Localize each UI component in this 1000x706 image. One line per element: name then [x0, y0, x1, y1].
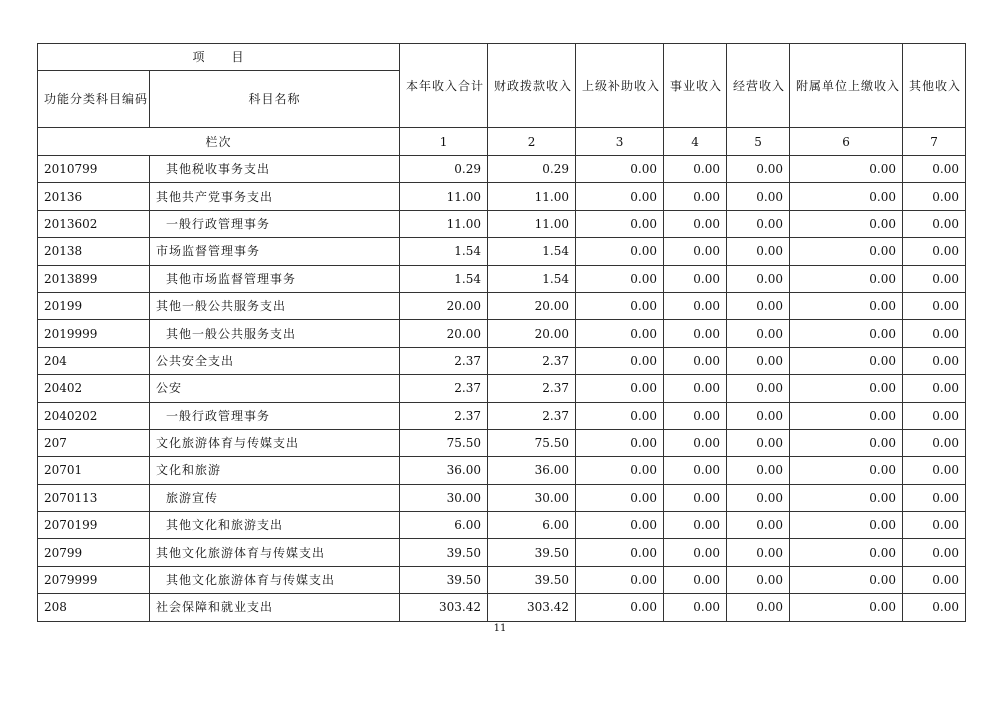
- amount-cell: 30.00: [400, 484, 488, 511]
- amount-cell: 0.00: [664, 210, 727, 237]
- amount-cell: 75.50: [488, 429, 576, 456]
- amount-cell: 6.00: [400, 512, 488, 539]
- amount-cell: 0.00: [576, 320, 664, 347]
- amount-cell: 0.00: [903, 594, 966, 621]
- amount-cell: 0.00: [664, 484, 727, 511]
- table-row: [38, 402, 966, 429]
- subject-code: 2010799: [38, 156, 150, 183]
- subject-name: 一般行政管理事务: [150, 210, 400, 237]
- amount-cell: 0.00: [790, 156, 903, 183]
- column-number: 6: [790, 128, 903, 156]
- amount-cell: 0.00: [664, 320, 727, 347]
- subject-code: 20199: [38, 292, 150, 319]
- amount-cell: 1.54: [488, 238, 576, 265]
- table-row: [38, 347, 966, 374]
- amount-cell: 2.37: [400, 375, 488, 402]
- subject-name: 其他税收事务支出: [150, 156, 400, 183]
- amount-cell: 0.00: [903, 539, 966, 566]
- column-number: 4: [664, 128, 727, 156]
- amount-cell: 0.00: [903, 265, 966, 292]
- amount-cell: 0.00: [576, 594, 664, 621]
- amount-cell: 1.54: [488, 265, 576, 292]
- subject-name: 其他文化和旅游支出: [150, 512, 400, 539]
- subject-code: 20402: [38, 375, 150, 402]
- col-header-total: 本年收入合计: [400, 44, 488, 128]
- subject-name: 文化旅游体育与传媒支出: [150, 429, 400, 456]
- subject-code: 204: [38, 347, 150, 374]
- subject-name: 文化和旅游: [150, 457, 400, 484]
- name-column-header: 科目名称: [150, 71, 400, 128]
- amount-cell: 20.00: [400, 320, 488, 347]
- amount-cell: 0.00: [903, 292, 966, 319]
- subject-code: 20799: [38, 539, 150, 566]
- table-row: [38, 484, 966, 511]
- amount-cell: 2.37: [400, 347, 488, 374]
- amount-cell: 11.00: [400, 210, 488, 237]
- amount-cell: 0.00: [576, 375, 664, 402]
- table-row: [38, 320, 966, 347]
- amount-cell: 0.00: [790, 183, 903, 210]
- amount-cell: 0.00: [903, 183, 966, 210]
- column-number: 7: [903, 128, 966, 156]
- amount-cell: 39.50: [400, 566, 488, 593]
- amount-cell: 0.00: [664, 292, 727, 319]
- amount-cell: 2.37: [400, 402, 488, 429]
- amount-cell: 0.00: [903, 566, 966, 593]
- subject-code: 2013899: [38, 265, 150, 292]
- amount-cell: 0.00: [790, 292, 903, 319]
- table-row: [38, 539, 966, 566]
- subject-code: 2070199: [38, 512, 150, 539]
- amount-cell: 11.00: [488, 183, 576, 210]
- amount-cell: 0.00: [664, 265, 727, 292]
- subject-code: 207: [38, 429, 150, 456]
- col-header-other: 其他收入: [903, 44, 966, 128]
- column-number: 3: [576, 128, 664, 156]
- table-row: [38, 429, 966, 456]
- header-row-project: [38, 44, 966, 71]
- amount-cell: 20.00: [400, 292, 488, 319]
- col-header-operating: 经营收入: [727, 44, 790, 128]
- amount-cell: 0.00: [727, 484, 790, 511]
- amount-cell: 0.00: [664, 429, 727, 456]
- amount-cell: 2.37: [488, 402, 576, 429]
- amount-cell: 20.00: [488, 292, 576, 319]
- amount-cell: 0.00: [903, 320, 966, 347]
- table-row: [38, 156, 966, 183]
- project-header: 项 目: [38, 44, 400, 71]
- code-column-header: 功能分类科目编码: [38, 71, 150, 128]
- amount-cell: 0.00: [664, 566, 727, 593]
- subject-name: 其他一般公共服务支出: [150, 320, 400, 347]
- subject-name: 公共安全支出: [150, 347, 400, 374]
- amount-cell: 0.00: [790, 566, 903, 593]
- amount-cell: 0.00: [664, 347, 727, 374]
- amount-cell: 11.00: [400, 183, 488, 210]
- amount-cell: 0.00: [664, 539, 727, 566]
- amount-cell: 0.00: [664, 457, 727, 484]
- amount-cell: 0.00: [903, 512, 966, 539]
- subject-name: 一般行政管理事务: [150, 402, 400, 429]
- amount-cell: 30.00: [488, 484, 576, 511]
- amount-cell: 0.00: [664, 512, 727, 539]
- amount-cell: 6.00: [488, 512, 576, 539]
- amount-cell: 0.00: [790, 429, 903, 456]
- amount-cell: 0.00: [576, 238, 664, 265]
- amount-cell: 0.00: [903, 375, 966, 402]
- table-row: [38, 457, 966, 484]
- amount-cell: 0.00: [727, 265, 790, 292]
- subject-name: 其他共产党事务支出: [150, 183, 400, 210]
- subject-name: 其他一般公共服务支出: [150, 292, 400, 319]
- amount-cell: 0.00: [727, 210, 790, 237]
- subject-code: 20701: [38, 457, 150, 484]
- amount-cell: 0.00: [576, 457, 664, 484]
- amount-cell: 2.37: [488, 347, 576, 374]
- amount-cell: 0.00: [790, 484, 903, 511]
- amount-cell: 0.00: [727, 320, 790, 347]
- amount-cell: 0.29: [400, 156, 488, 183]
- amount-cell: 11.00: [488, 210, 576, 237]
- amount-cell: 0.00: [790, 539, 903, 566]
- amount-cell: 0.00: [664, 375, 727, 402]
- amount-cell: 0.00: [727, 594, 790, 621]
- amount-cell: 0.00: [727, 238, 790, 265]
- column-index-row: [38, 128, 966, 156]
- subject-code: 2013602: [38, 210, 150, 237]
- amount-cell: 2.37: [488, 375, 576, 402]
- amount-cell: 0.00: [576, 402, 664, 429]
- subject-name: 市场监督管理事务: [150, 238, 400, 265]
- amount-cell: 39.50: [488, 539, 576, 566]
- amount-cell: 303.42: [488, 594, 576, 621]
- subject-code: 2040202: [38, 402, 150, 429]
- page-number: 11: [493, 623, 507, 634]
- table-row: [38, 594, 966, 621]
- amount-cell: 0.00: [664, 238, 727, 265]
- amount-cell: 0.00: [576, 347, 664, 374]
- subject-name: 公安: [150, 375, 400, 402]
- table-row: [38, 265, 966, 292]
- table-row: [38, 566, 966, 593]
- col-header-business: 事业收入: [664, 44, 727, 128]
- amount-cell: 0.00: [727, 429, 790, 456]
- amount-cell: 0.00: [790, 375, 903, 402]
- subject-name: 其他文化旅游体育与传媒支出: [150, 539, 400, 566]
- table-row: [38, 512, 966, 539]
- amount-cell: 0.00: [576, 539, 664, 566]
- amount-cell: 36.00: [488, 457, 576, 484]
- amount-cell: 39.50: [488, 566, 576, 593]
- subject-name: 其他市场监督管理事务: [150, 265, 400, 292]
- amount-cell: 0.00: [727, 512, 790, 539]
- subject-code: 2079999: [38, 566, 150, 593]
- col-header-superior-subsidy: 上级补助收入: [576, 44, 664, 128]
- amount-cell: 0.00: [903, 484, 966, 511]
- column-number: 5: [727, 128, 790, 156]
- amount-cell: 0.00: [576, 156, 664, 183]
- amount-cell: 0.00: [576, 429, 664, 456]
- amount-cell: 0.00: [903, 429, 966, 456]
- amount-cell: 75.50: [400, 429, 488, 456]
- amount-cell: 0.00: [727, 457, 790, 484]
- amount-cell: 20.00: [488, 320, 576, 347]
- amount-cell: 0.00: [727, 292, 790, 319]
- column-number: 2: [488, 128, 576, 156]
- amount-cell: 0.00: [727, 347, 790, 374]
- amount-cell: 0.00: [790, 265, 903, 292]
- amount-cell: 0.00: [790, 594, 903, 621]
- amount-cell: 0.00: [903, 347, 966, 374]
- amount-cell: 0.00: [727, 156, 790, 183]
- table-row: [38, 210, 966, 237]
- amount-cell: 0.00: [664, 183, 727, 210]
- table-row: [38, 183, 966, 210]
- amount-cell: 0.00: [790, 512, 903, 539]
- amount-cell: 0.00: [727, 566, 790, 593]
- amount-cell: 0.00: [790, 457, 903, 484]
- amount-cell: 1.54: [400, 265, 488, 292]
- subject-code: 20136: [38, 183, 150, 210]
- col-header-fiscal: 财政拨款收入: [488, 44, 576, 128]
- subject-code: 20138: [38, 238, 150, 265]
- subject-name: 社会保障和就业支出: [150, 594, 400, 621]
- amount-cell: 303.42: [400, 594, 488, 621]
- amount-cell: 0.00: [903, 210, 966, 237]
- amount-cell: 0.00: [664, 594, 727, 621]
- amount-cell: 0.00: [576, 566, 664, 593]
- amount-cell: 1.54: [400, 238, 488, 265]
- subject-name: 旅游宣传: [150, 484, 400, 511]
- table-row: [38, 292, 966, 319]
- col-header-affiliated: 附属单位上缴收入: [790, 44, 903, 128]
- amount-cell: 0.00: [576, 210, 664, 237]
- amount-cell: 0.00: [903, 238, 966, 265]
- amount-cell: 0.00: [727, 375, 790, 402]
- amount-cell: 39.50: [400, 539, 488, 566]
- amount-cell: 0.00: [903, 156, 966, 183]
- amount-cell: 0.00: [790, 320, 903, 347]
- subject-code: 2019999: [38, 320, 150, 347]
- amount-cell: 0.00: [790, 347, 903, 374]
- amount-cell: 0.00: [576, 512, 664, 539]
- table-row: [38, 375, 966, 402]
- amount-cell: 0.00: [576, 292, 664, 319]
- amount-cell: 0.00: [727, 402, 790, 429]
- amount-cell: 0.00: [790, 402, 903, 429]
- subject-code: 2070113: [38, 484, 150, 511]
- column-number: 1: [400, 128, 488, 156]
- amount-cell: 36.00: [400, 457, 488, 484]
- amount-cell: 0.29: [488, 156, 576, 183]
- amount-cell: 0.00: [664, 156, 727, 183]
- amount-cell: 0.00: [727, 183, 790, 210]
- amount-cell: 0.00: [664, 402, 727, 429]
- amount-cell: 0.00: [576, 183, 664, 210]
- subject-name: 其他文化旅游体育与传媒支出: [150, 566, 400, 593]
- table-row: [38, 238, 966, 265]
- income-table: [37, 43, 966, 622]
- amount-cell: 0.00: [576, 484, 664, 511]
- amount-cell: 0.00: [790, 238, 903, 265]
- amount-cell: 0.00: [727, 539, 790, 566]
- subject-code: 208: [38, 594, 150, 621]
- amount-cell: 0.00: [903, 457, 966, 484]
- column-index-label: 栏次: [38, 128, 400, 156]
- amount-cell: 0.00: [790, 210, 903, 237]
- amount-cell: 0.00: [903, 402, 966, 429]
- amount-cell: 0.00: [576, 265, 664, 292]
